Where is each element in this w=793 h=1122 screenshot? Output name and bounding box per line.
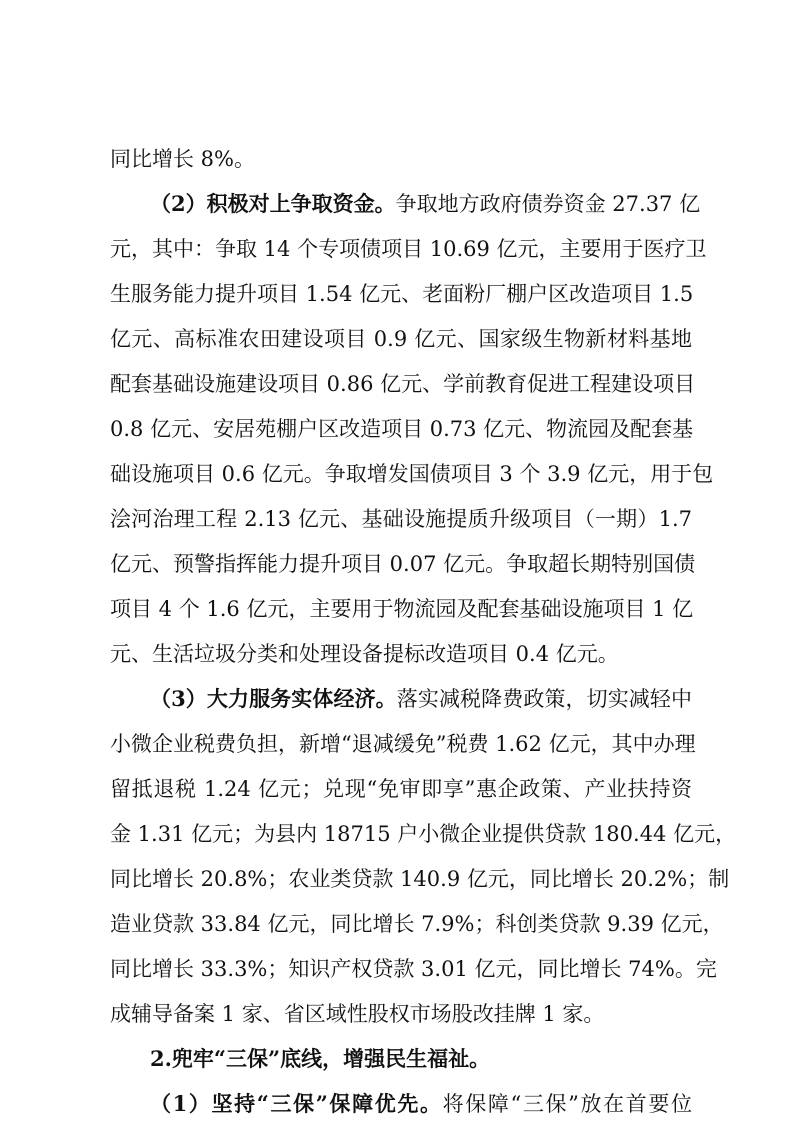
chapter-heading-line: [150, 1044, 692, 1074]
paragraph-line: 项目 4 个 1.6 亿元，主要用于物流园及配套基础设施项目 1 亿: [110, 597, 694, 621]
paragraph-line: 亿元、预警指挥能力提升项目 0.07 亿元。争取超长期特别国债: [110, 552, 696, 576]
paragraph-line: 配套基础设施建设项目 0.86 亿元、学前教育促进工程建设项目: [110, 372, 696, 396]
paragraph-line: 金 1.31 亿元；为县内 18715 户小微企业提供贷款 180.44 亿元，: [110, 822, 737, 846]
paragraph-line: 成辅导备案 1 家、省区域性股权市场股改挂牌 1 家。: [110, 1002, 605, 1026]
section-heading-line: （3）大力服务实体经济。落实减税降费政策，切实减轻中: [150, 686, 692, 711]
paragraph-line: 小微企业税费负担，新增“退减缓免”税费 1.62 亿元，其中办理: [110, 732, 696, 756]
paragraph-line: 留抵退税 1.24 亿元；兑现“免审即享”惠企政策、产业扶持资: [110, 777, 692, 801]
paragraph-line: 0.8 亿元、安居苑棚户区改造项目 0.73 亿元、物流园及配套基: [110, 417, 694, 441]
paragraph-line: 元，其中：争取 14 个专项债项目 10.69 亿元，主要用于医疗卫: [110, 237, 707, 261]
section-heading: （2）积极对上争取资金。: [150, 191, 396, 216]
chapter-heading: 2.兜牢“三保”底线，增强民生福祉。: [150, 1046, 491, 1071]
paragraph-line: 元、生活垃圾分类和处理设备提标改造项目 0.4 亿元。: [110, 642, 619, 666]
paragraph-line: 础设施项目 0.6 亿元。争取增发国债项目 3 个 3.9 亿元，用于包: [110, 462, 714, 486]
section-heading-line: （2）积极对上争取资金。争取地方政府债券资金 27.37 亿: [150, 191, 701, 216]
paragraph-line: 同比增长 8%。: [110, 147, 255, 171]
section-heading: （3）大力服务实体经济。: [150, 686, 397, 711]
section-heading-line: （1）坚持“三保”保障优先。将保障“三保”放在首要位: [150, 1091, 692, 1116]
section-heading: （1）坚持“三保”保障优先。: [150, 1091, 443, 1116]
paragraph-line: 浍河治理工程 2.13 亿元、基础设施提质升级项目（一期）1.7: [110, 507, 692, 531]
paragraph-line: 造业贷款 33.84 亿元，同比增长 7.9%；科创类贷款 9.39 亿元，: [110, 912, 724, 936]
paragraph-line: 亿元、高标准农田建设项目 0.9 亿元、国家级生物新材料基地: [110, 327, 692, 351]
paragraph-line: 同比增长 20.8%；农业类贷款 140.9 亿元，同比增长 20.2%；制: [110, 867, 730, 891]
paragraph-line: 同比增长 33.3%；知识产权贷款 3.01 亿元，同比增长 74%。完: [110, 957, 717, 981]
paragraph-line: 生服务能力提升项目 1.54 亿元、老面粉厂棚户区改造项目 1.5: [110, 282, 694, 306]
